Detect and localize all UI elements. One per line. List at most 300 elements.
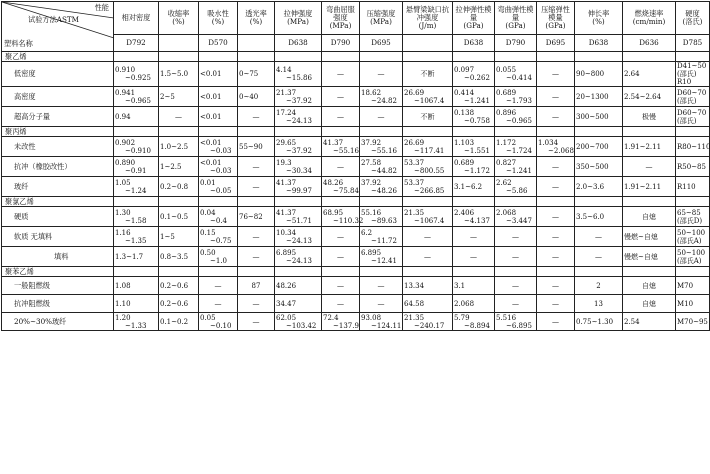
value-cell bbox=[453, 137, 495, 157]
value-line: 不断 bbox=[420, 70, 435, 78]
value-cell bbox=[676, 62, 710, 87]
value-line: 4.14 bbox=[276, 66, 292, 74]
value-line: — bbox=[252, 182, 260, 191]
value-line: 1~5 bbox=[160, 232, 175, 241]
value-line: — bbox=[512, 232, 519, 241]
value-cell bbox=[495, 157, 537, 177]
value-line: — bbox=[252, 162, 260, 171]
value-cell bbox=[159, 87, 199, 107]
empty-cell bbox=[495, 127, 537, 137]
value-cell bbox=[453, 177, 495, 197]
empty-cell bbox=[537, 52, 575, 62]
value-line: — bbox=[337, 281, 344, 290]
value-line: ~5.86 bbox=[506, 186, 528, 195]
value-line: 0.04 bbox=[200, 208, 216, 217]
value-cell bbox=[403, 137, 453, 157]
value-cell bbox=[275, 107, 322, 127]
value-line: — bbox=[595, 252, 602, 261]
astm-code: D638 bbox=[453, 35, 495, 52]
value-line: 自熄 bbox=[642, 299, 656, 308]
empty-cell bbox=[676, 267, 710, 277]
value-line: ~0.03 bbox=[210, 166, 232, 175]
value-cell bbox=[537, 313, 575, 331]
value-line: 64.58 bbox=[404, 299, 425, 308]
value-line: 1.30 bbox=[115, 208, 131, 217]
value-cell bbox=[575, 207, 623, 227]
value-cell bbox=[453, 207, 495, 227]
value-cell bbox=[114, 87, 159, 107]
value-line: 1.034 bbox=[538, 138, 559, 147]
value-line: 18.62 bbox=[361, 88, 382, 97]
value-cell bbox=[238, 227, 275, 247]
value-cell bbox=[322, 207, 364, 227]
value-cell bbox=[238, 295, 275, 313]
value-line: ~0.03 bbox=[210, 146, 232, 155]
value-line: ~1.33 bbox=[125, 321, 147, 330]
empty-cell bbox=[453, 267, 495, 277]
value-cell bbox=[114, 313, 159, 331]
value-line: ~0.10 bbox=[210, 321, 232, 330]
empty-cell bbox=[623, 197, 676, 207]
empty-cell bbox=[159, 267, 199, 277]
value-line: 0.097 bbox=[454, 66, 475, 74]
value-line: R80~110 bbox=[677, 142, 710, 151]
value-line: 27.58 bbox=[361, 158, 382, 167]
value-cell bbox=[403, 295, 453, 313]
value-line: — bbox=[552, 70, 559, 78]
value-cell bbox=[159, 295, 199, 313]
value-cell bbox=[676, 227, 710, 247]
value-line: (邵氏A) bbox=[677, 236, 702, 245]
astm-code: D792 bbox=[114, 35, 159, 52]
empty-cell bbox=[537, 197, 575, 207]
column-header bbox=[114, 2, 159, 35]
table-row bbox=[2, 207, 710, 227]
value-cell bbox=[403, 227, 453, 247]
value-cell bbox=[199, 107, 238, 127]
value-cell bbox=[360, 227, 403, 247]
group-row bbox=[2, 197, 710, 207]
value-line: ~55.16 bbox=[371, 146, 397, 155]
value-cell bbox=[676, 137, 710, 157]
value-line: 0.689 bbox=[496, 88, 517, 97]
value-cell bbox=[360, 295, 403, 313]
value-cell bbox=[676, 277, 710, 295]
value-cell bbox=[495, 313, 537, 331]
value-line: ~51.71 bbox=[286, 216, 312, 225]
value-cell bbox=[623, 207, 676, 227]
value-cell bbox=[537, 107, 575, 127]
value-line: ~240.17 bbox=[414, 321, 445, 330]
value-cell bbox=[676, 247, 710, 267]
value-cell bbox=[199, 207, 238, 227]
value-cell bbox=[623, 137, 676, 157]
empty-cell bbox=[322, 267, 360, 277]
value-line: — bbox=[214, 299, 222, 308]
value-line: 0.2~0.6 bbox=[160, 299, 189, 308]
value-line: <0.01 bbox=[200, 112, 222, 121]
column-name: 透光率 bbox=[245, 9, 267, 18]
empty-cell bbox=[575, 267, 623, 277]
empty-cell bbox=[360, 52, 403, 62]
value-line: ~12.41 bbox=[371, 256, 397, 265]
corner-property-label: 性能 bbox=[94, 3, 109, 12]
empty-cell bbox=[199, 52, 238, 62]
astm-code bbox=[159, 35, 199, 52]
value-cell bbox=[623, 313, 676, 331]
value-line: 37.92 bbox=[361, 138, 382, 147]
value-cell bbox=[453, 87, 495, 107]
value-cell bbox=[114, 62, 159, 87]
value-cell bbox=[159, 207, 199, 227]
value-line: ~1.0 bbox=[210, 256, 227, 265]
empty-cell bbox=[199, 127, 238, 137]
astm-code: D790 bbox=[322, 35, 360, 52]
column-unit: (%) bbox=[211, 17, 225, 26]
value-cell bbox=[575, 177, 623, 197]
value-line: 200~700 bbox=[576, 142, 609, 151]
value-cell bbox=[623, 277, 676, 295]
value-cell bbox=[114, 207, 159, 227]
value-cell bbox=[623, 247, 676, 267]
value-line: 76~82 bbox=[239, 212, 263, 221]
value-cell bbox=[199, 177, 238, 197]
table-row bbox=[2, 177, 710, 197]
value-line: 1.91~2.11 bbox=[624, 142, 662, 151]
value-line: ~1067.4 bbox=[414, 96, 445, 105]
value-line: ~1.172 bbox=[464, 166, 490, 175]
value-line: 6.895 bbox=[276, 248, 297, 257]
value-line: 87 bbox=[251, 281, 261, 290]
value-line: ~1.551 bbox=[464, 146, 490, 155]
value-line: — bbox=[552, 112, 559, 121]
value-cell bbox=[275, 137, 322, 157]
column-name: 拉伸强度 bbox=[283, 9, 313, 18]
value-line: 37.92 bbox=[361, 178, 382, 187]
empty-cell bbox=[275, 267, 322, 277]
value-line: — bbox=[552, 232, 559, 241]
value-cell bbox=[360, 157, 403, 177]
value-line: 2.0~3.6 bbox=[576, 182, 605, 191]
value-cell bbox=[238, 177, 275, 197]
astm-code bbox=[403, 35, 453, 52]
value-cell bbox=[403, 62, 453, 87]
value-line: 21.37 bbox=[276, 88, 297, 97]
value-line: ~55.16 bbox=[333, 146, 359, 155]
value-cell bbox=[199, 157, 238, 177]
empty-cell bbox=[495, 197, 537, 207]
value-line: 2.068 bbox=[496, 208, 517, 217]
value-line: 48.26 bbox=[276, 281, 297, 290]
value-cell bbox=[238, 62, 275, 87]
empty-cell bbox=[360, 127, 403, 137]
value-line: 29.65 bbox=[276, 138, 297, 147]
table-row bbox=[2, 295, 710, 313]
value-line: — bbox=[175, 112, 182, 121]
value-cell bbox=[199, 313, 238, 331]
value-cell bbox=[114, 137, 159, 157]
astm-code: D638 bbox=[575, 35, 623, 52]
value-line: M70 bbox=[677, 281, 694, 290]
value-line: ~0.75 bbox=[210, 236, 232, 245]
value-line: ~0.965 bbox=[506, 116, 532, 125]
value-cell bbox=[275, 295, 322, 313]
value-cell bbox=[575, 137, 623, 157]
value-line: — bbox=[512, 299, 519, 308]
value-line: — bbox=[552, 212, 559, 221]
value-line: — bbox=[377, 299, 385, 308]
value-line: 21.35 bbox=[404, 313, 425, 322]
empty-cell bbox=[238, 267, 275, 277]
empty-cell bbox=[360, 197, 403, 207]
value-line: ~15.86 bbox=[286, 74, 312, 82]
column-name: 吸水性 bbox=[207, 9, 229, 18]
value-cell bbox=[575, 227, 623, 247]
value-cell bbox=[495, 87, 537, 107]
value-line: 3.1~6.2 bbox=[454, 182, 483, 191]
value-cell bbox=[453, 277, 495, 295]
empty-cell bbox=[238, 197, 275, 207]
value-cell bbox=[623, 87, 676, 107]
astm-code: D695 bbox=[360, 35, 403, 52]
value-line: — bbox=[552, 162, 559, 171]
value-line: — bbox=[337, 92, 344, 101]
empty-cell bbox=[360, 267, 403, 277]
value-cell bbox=[322, 295, 360, 313]
empty-cell bbox=[114, 127, 159, 137]
value-cell bbox=[275, 277, 322, 295]
value-line: — bbox=[552, 317, 559, 326]
empty-cell bbox=[575, 197, 623, 207]
empty-cell bbox=[275, 52, 322, 62]
value-cell bbox=[537, 87, 575, 107]
empty-cell bbox=[238, 52, 275, 62]
column-name: 压缩强度 bbox=[366, 9, 396, 18]
empty-cell bbox=[238, 127, 275, 137]
value-line: 0.50 bbox=[200, 248, 216, 257]
value-cell bbox=[403, 313, 453, 331]
value-cell bbox=[676, 87, 710, 107]
value-cell bbox=[159, 107, 199, 127]
value-line: — bbox=[470, 232, 477, 241]
column-name: 弯曲屈服强度 bbox=[326, 5, 355, 22]
value-cell bbox=[322, 87, 360, 107]
column-header bbox=[537, 2, 575, 35]
empty-cell bbox=[453, 127, 495, 137]
value-cell bbox=[275, 313, 322, 331]
value-cell bbox=[453, 247, 495, 267]
value-cell bbox=[322, 277, 360, 295]
value-cell bbox=[537, 157, 575, 177]
value-line: 1.91~2.11 bbox=[624, 182, 662, 191]
value-line: ~124.11 bbox=[371, 321, 402, 330]
value-cell bbox=[403, 107, 453, 127]
value-line: 65~85 bbox=[677, 208, 701, 217]
value-cell bbox=[623, 157, 676, 177]
empty-cell bbox=[623, 52, 676, 62]
value-cell bbox=[275, 62, 322, 87]
column-header bbox=[159, 2, 199, 35]
value-line: 72.4 bbox=[323, 313, 339, 322]
value-cell bbox=[676, 295, 710, 313]
value-line: — bbox=[337, 70, 344, 78]
value-line: 0.15 bbox=[200, 228, 216, 237]
value-line: — bbox=[377, 281, 385, 290]
value-line: — bbox=[552, 299, 559, 308]
value-line: <0.01 bbox=[200, 158, 222, 167]
value-line: 0.75~1.30 bbox=[576, 317, 614, 326]
value-cell bbox=[238, 87, 275, 107]
value-line: 6.2 bbox=[361, 228, 373, 237]
empty-cell bbox=[403, 127, 453, 137]
value-cell bbox=[403, 247, 453, 267]
value-line: ~11.72 bbox=[371, 236, 397, 245]
value-cell bbox=[159, 177, 199, 197]
value-cell bbox=[114, 277, 159, 295]
value-cell bbox=[403, 277, 453, 295]
value-line: 13 bbox=[594, 299, 603, 308]
group-name: 聚苯乙烯 bbox=[2, 267, 114, 277]
value-line: ~800.55 bbox=[414, 166, 445, 175]
row-label: 抗冲阻燃级 bbox=[2, 295, 114, 313]
value-line: 68.95 bbox=[323, 208, 344, 217]
value-cell bbox=[114, 227, 159, 247]
column-header bbox=[403, 2, 453, 35]
empty-cell bbox=[676, 127, 710, 137]
value-line: ~1.241 bbox=[464, 96, 490, 105]
value-line: R110 bbox=[677, 182, 696, 191]
value-cell bbox=[114, 247, 159, 267]
value-line: 1.20 bbox=[115, 313, 131, 322]
value-line: 1~2.5 bbox=[160, 162, 182, 171]
value-line: 55~90 bbox=[239, 142, 263, 151]
value-line: 5.79 bbox=[454, 313, 470, 322]
value-line: 自熄 bbox=[642, 281, 656, 290]
value-line: — bbox=[252, 252, 260, 261]
value-line: ~24.13 bbox=[286, 236, 312, 245]
value-cell bbox=[238, 157, 275, 177]
value-line: 20~1300 bbox=[576, 92, 609, 101]
group-row bbox=[2, 267, 710, 277]
value-line: D60~70 bbox=[677, 108, 707, 117]
value-line: 0.414 bbox=[454, 88, 475, 97]
astm-code: D638 bbox=[275, 35, 322, 52]
value-cell bbox=[537, 295, 575, 313]
value-line: 53.37 bbox=[404, 158, 425, 167]
value-cell bbox=[360, 107, 403, 127]
value-cell bbox=[360, 313, 403, 331]
astm-code: D695 bbox=[537, 35, 575, 52]
value-cell bbox=[238, 137, 275, 157]
group-name: 聚乙烯 bbox=[2, 52, 114, 62]
plastics-properties-table bbox=[1, 1, 710, 331]
value-line: 2.64 bbox=[624, 70, 640, 78]
value-line: ~266.85 bbox=[414, 186, 445, 195]
value-line: <0.01 bbox=[200, 92, 222, 101]
value-line: ~0.262 bbox=[464, 74, 490, 82]
value-line: — bbox=[552, 281, 559, 290]
value-cell bbox=[360, 177, 403, 197]
value-line: 300~500 bbox=[576, 112, 609, 121]
value-line: — bbox=[337, 232, 344, 241]
astm-code: D790 bbox=[495, 35, 537, 52]
value-cell bbox=[159, 157, 199, 177]
value-line: 5.516 bbox=[496, 313, 517, 322]
value-cell bbox=[159, 313, 199, 331]
value-line: 0.689 bbox=[454, 158, 475, 167]
value-line: ~117.41 bbox=[414, 146, 445, 155]
empty-cell bbox=[275, 197, 322, 207]
value-cell bbox=[275, 227, 322, 247]
empty-cell bbox=[322, 197, 360, 207]
empty-cell bbox=[199, 197, 238, 207]
value-line: ~99.97 bbox=[286, 186, 312, 195]
value-line: 0.2~0.6 bbox=[160, 281, 189, 290]
empty-cell bbox=[114, 52, 159, 62]
column-name: 悬臂梁缺口抗冲强度 bbox=[405, 5, 450, 22]
value-line: 0.05 bbox=[200, 313, 216, 322]
value-cell bbox=[495, 227, 537, 247]
column-name: 拉伸弹性模量 bbox=[455, 5, 492, 22]
column-header bbox=[575, 2, 623, 35]
value-cell bbox=[537, 177, 575, 197]
value-cell bbox=[575, 87, 623, 107]
column-unit: (cm/min) bbox=[632, 17, 666, 26]
value-cell bbox=[575, 247, 623, 267]
value-line: 0.890 bbox=[115, 158, 136, 167]
value-cell bbox=[623, 62, 676, 87]
value-line: — bbox=[337, 252, 344, 261]
row-label: 未改性 bbox=[2, 137, 114, 157]
empty-cell bbox=[403, 52, 453, 62]
value-cell bbox=[537, 247, 575, 267]
value-cell bbox=[322, 62, 360, 87]
value-line: ~6.895 bbox=[506, 321, 532, 330]
value-cell bbox=[676, 207, 710, 227]
value-line: 1.5~5.0 bbox=[160, 70, 189, 78]
column-header bbox=[199, 2, 238, 35]
value-cell bbox=[537, 62, 575, 87]
value-cell bbox=[275, 177, 322, 197]
table-row bbox=[2, 227, 710, 247]
value-cell bbox=[453, 157, 495, 177]
value-cell bbox=[495, 277, 537, 295]
value-line: 0.1~0.2 bbox=[160, 317, 189, 326]
value-line: 0.941 bbox=[115, 88, 136, 97]
value-line: 1.08 bbox=[115, 281, 131, 290]
value-line: ~0.758 bbox=[464, 116, 490, 125]
value-line: 41.37 bbox=[276, 208, 297, 217]
empty-cell bbox=[537, 267, 575, 277]
column-unit: (MPa) bbox=[329, 21, 352, 30]
value-cell bbox=[275, 207, 322, 227]
value-line: 2.54 bbox=[624, 317, 640, 326]
column-unit: (洛氏) bbox=[682, 17, 703, 26]
column-header bbox=[623, 2, 676, 35]
value-cell bbox=[495, 177, 537, 197]
value-line: 26.69 bbox=[404, 138, 425, 147]
value-line: ~0.925 bbox=[125, 74, 151, 82]
row-label: 软质 无填料 bbox=[2, 227, 114, 247]
value-cell bbox=[199, 62, 238, 87]
value-line: — bbox=[552, 92, 559, 101]
value-cell bbox=[453, 62, 495, 87]
value-line: 0.055 bbox=[496, 66, 517, 74]
value-cell bbox=[199, 87, 238, 107]
value-cell bbox=[453, 227, 495, 247]
value-line: 1.10 bbox=[115, 299, 131, 308]
value-line: 1.0~2.5 bbox=[160, 142, 189, 151]
